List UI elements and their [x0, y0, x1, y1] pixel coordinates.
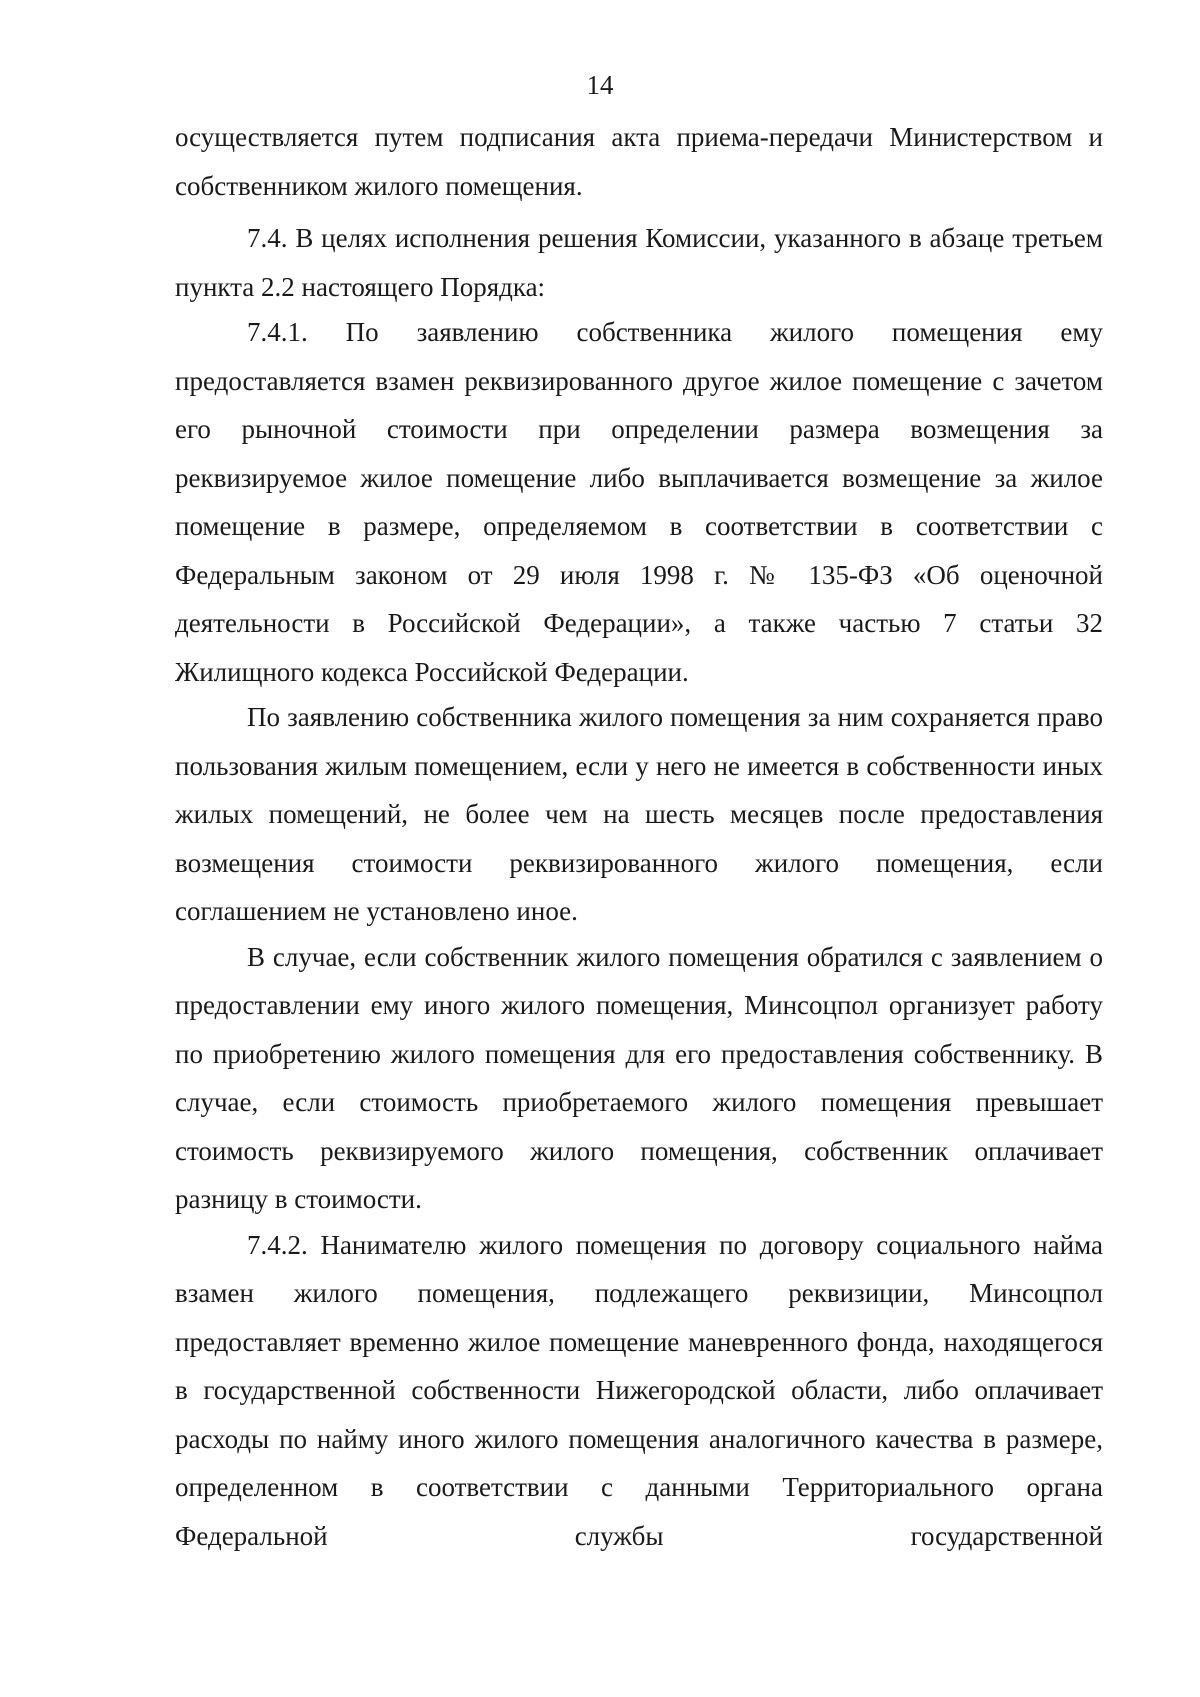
- paragraph-continuation: осуществляется путем подписания акта приема-передачи Министерством и собственником жилого помещения.: [175, 122, 1103, 201]
- paragraph-7-4: 7.4. В целях исполнения решения Комиссии, указанного в абзаце третьем пункта 2.2 настоящего Порядка:: [175, 223, 1103, 302]
- paragraph-7-4-2: 7.4.2. Нанимателю жилого помещения по договору социального найма взамен жилого помещения, подлежащего реквизиции, Минсоцпол предоставляет временно жилое помещение маневренного фонда, находящегося в государственной собственности Нижегородской области, либо оплачивает расходы по найму иного жилого помещения аналогичного качества в размере, определенном в соответствии с данными Территориального органа Федеральной службы государственной: [175, 1229, 1103, 1551]
- page-number: 14: [586, 70, 614, 100]
- document-body: [175, 113, 1103, 1560]
- paragraph-right-of-use: По заявлению собственника жилого помещения за ним сохраняется право пользования жилым помещением, если у него не имеется в собственности иных жилых помещений, не более чем на шесть месяцев после предоставления возмещения стоимости реквизированного жилого помещения, если соглашением не установлено иное.: [175, 702, 1103, 926]
- paragraph-other-dwelling: В случае, если собственник жилого помещения обратился с заявлением о предоставлении ему иного жилого помещения, Минсоцпол организует работу по приобретению жилого помещения для его предоставления собственнику. В случае, если стоимость приобретаемого жилого помещения превышает стоимость реквизируемого жилого помещения, собственник оплачивает разницу в стоимости.: [175, 941, 1103, 1214]
- paragraph-7-4-1: 7.4.1. По заявлению собственника жилого помещения ему предоставляется взамен реквизированного другое жилое помещение с зачетом его рыночной стоимости при определении размера возмещения за реквизируемое жилое помещение либо выплачивается возмещение за жилое помещение в размере, определяемом в соответствии в соответствии с Федеральным законом от 29 июля 1998 г. № 135-ФЗ «Об оценочной деятельности в Российской Федерации», а также частью 7 статьи 32 Жилищного кодекса Российской Федерации.: [175, 317, 1103, 687]
